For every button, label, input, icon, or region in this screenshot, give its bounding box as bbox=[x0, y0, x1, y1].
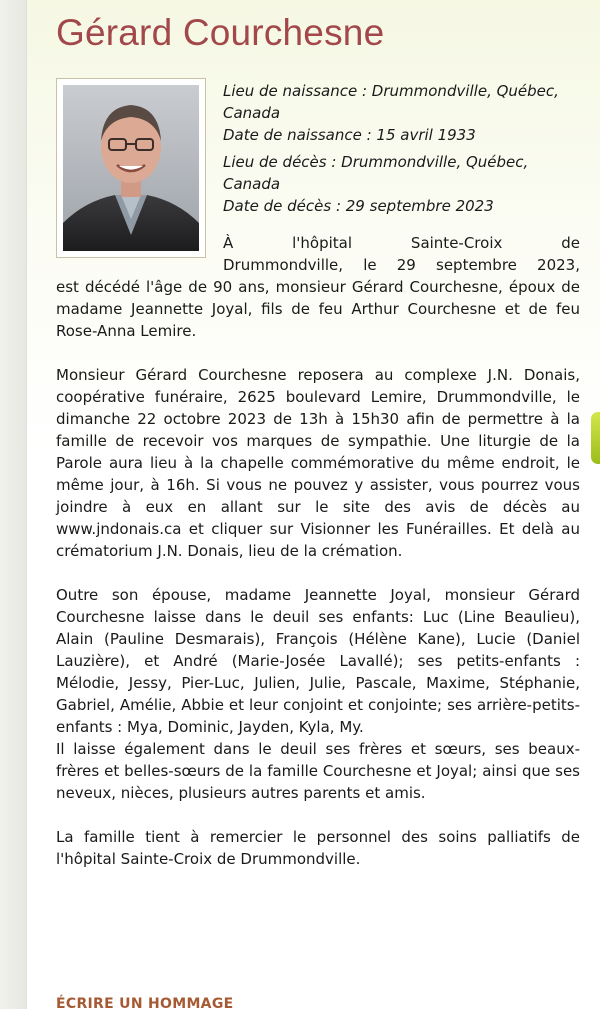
paragraph-thanks: La famille tient à remercier le personnel des soins palliatifs de l'hôpital Sainte-Croix de Drummondville. bbox=[56, 828, 580, 868]
birth-place: Lieu de naissance : Drummondville, Québec, Canada bbox=[223, 82, 559, 122]
side-scroll-tab[interactable] bbox=[591, 412, 600, 464]
death-date: Date de décès : 29 septembre 2023 bbox=[223, 197, 494, 215]
paragraph-announcement: est décédé l'âge de 90 ans, monsieur Gérard Courchesne, époux de madame Jeannette Joyal, fils de feu Arthur Courchesne et de feu Rose-Anna Lemire. bbox=[56, 278, 580, 340]
paragraph-funeral: Monsieur Gérard Courchesne reposera au complexe J.N. Donais, coopérative funéraire, 2625 boulevard Lemire, Drummondville, le dimanche 22 octobre 2023 de 13h à 15h30 afin de permettre à la famille de recevoir vos marques de sympathie. Une liturgie de la Parole aura lieu à la chapelle commémorative du même endroit, le même jour, à 16h. Si vous ne pouvez y assister, vous pourrez vous joindre à eux en allant sur le site des avis de décès au www.jndonais.ca et cliquer sur Visionner les Funérailles. Et delà au crématorium J.N. Donais, lieu de la crémation. bbox=[56, 366, 580, 560]
obituary-body bbox=[56, 276, 580, 892]
lead-text bbox=[223, 232, 580, 276]
death-place: Lieu de décès : Drummondville, Québec, Canada bbox=[223, 153, 529, 193]
paragraph-family: Outre son épouse, madame Jeannette Joyal, monsieur Gérard Courchesne laisse dans le deuil ses enfants: Luc (Line Beaulieu), Alain (Pauline Desmarais), François (Hélène Kane), Lucie (Daniel Lauzière), et André (Marie-Josée Lavallé); ses petits-enfants : Mélodie, Jessy, Pier-Luc, Julien, Julie, Pascale, Maxime, Stéphanie, Gabriel, Amélie, Abbie et leur conjoint et conjointe; ses arrière-petits-enfants : Mya, Dominic, Jayden, Kyla, My. bbox=[56, 586, 580, 736]
deceased-name: Gérard Courchesne bbox=[56, 12, 385, 53]
lead-line-1: À l'hôpital Sainte-Croix de bbox=[223, 234, 580, 252]
lead-line-2: Drummondville, le 29 septembre 2023, bbox=[223, 256, 580, 274]
write-homage-link[interactable]: ÉCRIRE UN HOMMAGE bbox=[56, 996, 234, 1012]
paragraph-relatives: Il laisse également dans le deuil ses frères et sœurs, ses beaux-frères et belles-sœurs de la famille Courchesne et Joyal; ainsi que ses neveux, nièces, plusieurs autres parents et amis. bbox=[56, 740, 580, 802]
vital-info bbox=[223, 80, 583, 217]
obituary-page bbox=[27, 0, 600, 1012]
left-margin-strip bbox=[0, 0, 27, 1009]
portrait-frame bbox=[56, 78, 206, 258]
birth-date: Date de naissance : 15 avril 1933 bbox=[223, 126, 476, 144]
portrait-photo-icon bbox=[63, 85, 199, 251]
